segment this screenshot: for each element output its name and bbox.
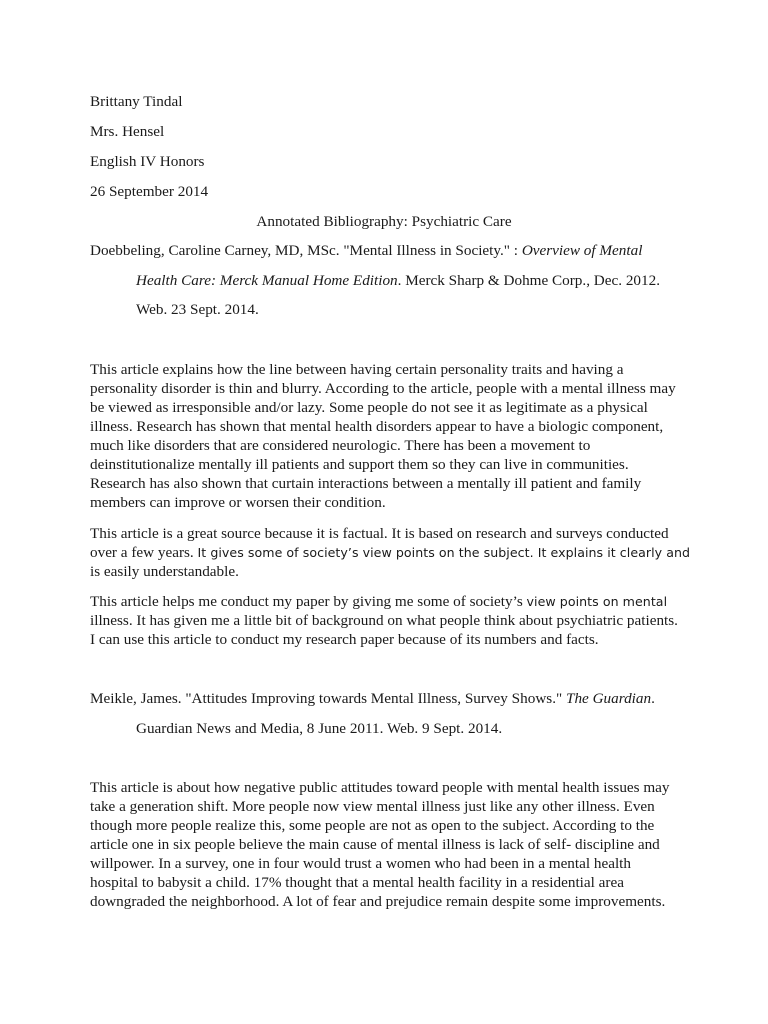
paragraph-line: This article explains how the line between having certain personality traits and having a: [90, 361, 624, 378]
paragraph-line: willpower. In a survey, one in four would trust a women who had been in a mental health: [90, 855, 631, 872]
paragraph-line: illness. Research has shown that mental health disorders appear to have a biologic component,: [90, 418, 664, 435]
student-name: Brittany Tindal: [90, 93, 183, 110]
paragraph-line-mixed: [90, 592, 667, 611]
paragraph-line: much like disorders that are considered neurologic. There has been a movement to: [90, 437, 591, 454]
citation-1-source-title-cont: Health Care: Merck Manual Home Edition: [136, 272, 398, 289]
paragraph-line: illness. It has given me a little bit of background on what people think about psychiatric patients.: [90, 612, 678, 629]
teacher-name: Mrs. Hensel: [90, 123, 165, 140]
paragraph-line: Research has also shown that curtain interactions between a mentally ill patient and family: [90, 475, 642, 492]
citation-1-line-1: [90, 241, 642, 260]
paragraph-line: though more people realize this, some people are not as open to the subject. According to the: [90, 817, 655, 834]
course-name: English IV Honors: [90, 153, 205, 170]
paragraph-line: This article is about how negative public attitudes toward people with mental health issues may: [90, 779, 670, 796]
paragraph-line: members can improve or worsen their condition.: [90, 494, 386, 511]
paragraph-line: is easily understandable.: [90, 563, 239, 580]
citation-1-authors: Doebbeling, Caroline Carney, MD, MSc. "Mental Illness in Society." :: [90, 242, 522, 259]
citation-2-authors: Meikle, James. "Attitudes Improving towards Mental Illness, Survey Shows.": [90, 690, 566, 707]
paragraph-line: personality disorder is thin and blurry. According to the article, people with a mental illness may: [90, 380, 676, 397]
citation-1-line-3: Web. 23 Sept. 2014.: [136, 301, 259, 318]
citation-2-source-title: The Guardian: [566, 690, 652, 707]
paragraph-line: I can use this article to conduct my research paper because of its numbers and facts.: [90, 631, 599, 648]
paragraph-text-serif: over a few years.: [90, 544, 198, 561]
paragraph-text-sans: It gives some of society’s view points on the subject. It explains it clearly and: [197, 545, 691, 560]
paragraph-line: article one in six people believe the main cause of mental illness is lack of self- discipline and: [90, 836, 660, 853]
citation-1-publisher: . Merck Sharp & Dohme Corp., Dec. 2012.: [397, 272, 661, 289]
date: 26 September 2014: [90, 183, 209, 200]
paragraph-text-serif: This article helps me conduct my paper by giving me some of society’s: [90, 593, 527, 610]
paragraph-line: downgraded the neighborhood. A lot of fear and prejudice remain despite some improvements.: [90, 893, 666, 910]
page-title: Annotated Bibliography: Psychiatric Care: [256, 213, 512, 230]
citation-1-source-title: Overview of Mental: [521, 242, 643, 259]
citation-1-line-2: [136, 271, 660, 290]
paragraph-line: hospital to babysit a child. 17% thought that a mental health facility in a residential area: [90, 874, 624, 891]
paragraph-line-mixed: [90, 543, 690, 562]
paragraph-line: deinstitutionalize mentally ill patients and support them so they can live in communities.: [90, 456, 629, 473]
paragraph-line: This article is a great source because it is factual. It is based on research and surveys conducted: [90, 525, 669, 542]
paragraph-text-sans: view points on mental: [526, 594, 668, 609]
citation-2-line-1: [90, 689, 655, 708]
citation-2-line-2: Guardian News and Media, 8 June 2011. Web. 9 Sept. 2014.: [136, 720, 503, 737]
citation-2-period: .: [651, 690, 655, 707]
paragraph-line: be viewed as irresponsible and/or lazy. Some people do not see it as legitimate as a physical: [90, 399, 648, 416]
paragraph-line: take a generation shift. More people now view mental illness just like any other illness. Even: [90, 798, 655, 815]
